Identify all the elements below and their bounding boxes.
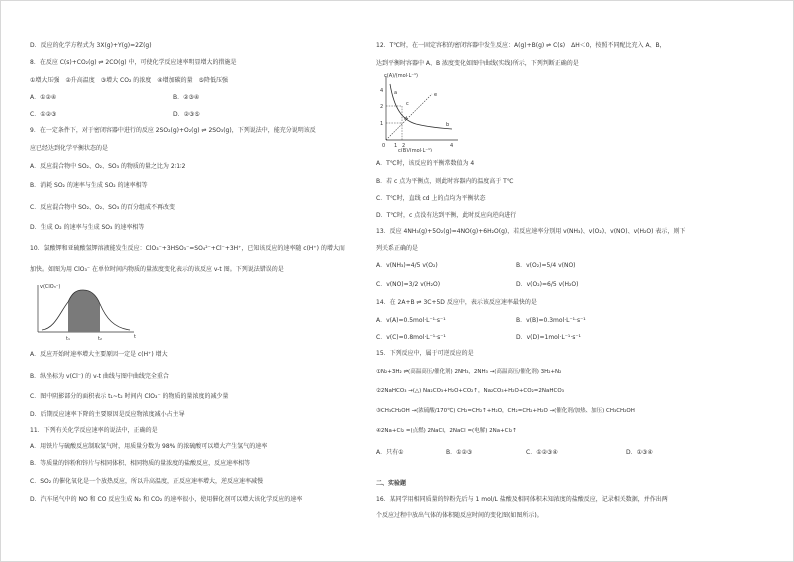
q9-stem-cont: 应已经达到化学平衡状态的是 [30, 145, 109, 152]
q9-option-b: B．消耗 SO₂ 的速率与生成 SO₂ 的速率相等 [30, 182, 148, 189]
q13-option-a: A．v(NH₃)=4/5 v(O₂) [376, 262, 438, 269]
q15-reaction-1: ①N₂+3H₂ ⇌(高温高压/催化剂) 2NH₃，2NH₃ →(高温高压/催化剂) 3H₂+N₂ [376, 369, 562, 375]
q10-option-c: C．图中阴影部分的面积表示 t₁~t₂ 时间内 ClO₃⁻ 的物质的量浓度的减少量 [30, 393, 229, 400]
q15-reaction-3: ③CH₃CH₂OH →(浓硫酸/170℃) CH₂=CH₂↑+H₂O，CH₂=CH₂+H₂O →(催化剂/加热、加压) CH₃CH₂OH [376, 408, 635, 414]
q11-option-a: A．用铁片与硫酸反应制取氢气时，用质量分数为 98% 的浓硫酸可以增大产生氢气的速率 [30, 443, 268, 450]
ca-tick-4: 4 [380, 88, 384, 94]
cb-tick-2: 2 [402, 143, 406, 149]
q11-option-d: D．汽车尾气中的 NO 和 CO 反应生成 N₂ 和 CO₂ 的速率很小，使用催化剂可以增大该化学反应的速率 [30, 496, 303, 503]
q15-stem: 15．下列反应中，属于可逆反应的是 [376, 350, 474, 357]
point-e-label: e [434, 92, 438, 98]
ca-axis-label: c(A)/(mol·L⁻¹) [384, 73, 418, 79]
q12-stem-cont: 达到平衡时容器中 A、B 浓度变化如图中曲线(实线)所示，下列判断正确的是 [376, 60, 579, 67]
q13-stem: 13．反应 4NH₃(g)+5O₂(g)=4NO(g)+6H₂O(g)，若反应速率分别用 v(NH₃)、v(O₂)、v(NO)、v(H₂O) 表示，则下 [376, 228, 686, 235]
point-c-label: c [406, 101, 409, 107]
q15-reaction-4: ④2Na+Cl₂ =(点燃) 2NaCl，2NaCl =(电解) 2Na+Cl₂↑ [376, 428, 517, 434]
q10-option-b: B．纵坐标为 v(Cl⁻) 的 v-t 曲线与图中曲线完全重合 [30, 373, 169, 380]
q10-stem: 10．氯酸钾和亚硫酸氢钾溶液能发生反应：ClO₃⁻+3HSO₃⁻=SO₄²⁻+Cl⁻+3H⁺，已知该反应的速率随 c(H⁺) 的增大而 [30, 245, 345, 252]
q13-option-d: D．v(O₂)=6/5 v(H₂O) [516, 281, 579, 288]
cb-tick-1: 1 [394, 143, 398, 149]
equilibrium-curve [390, 84, 452, 129]
q14-option-c: C．v(C)=0.8mol·L⁻¹·s⁻¹ [376, 334, 446, 341]
q15-option-d: D．①③④ [626, 449, 653, 456]
q8-measures: ①增大压强 ②升高温度 ③增大 CO₂ 的浓度 ④增加碳的量 ⑤降低压强 [30, 77, 229, 84]
q12-option-c: C．T℃时，直线 cd 上的点均为平衡状态 [376, 195, 486, 202]
q14-stem: 14．在 2A+B ⇌ 3C+5D 反应中，表示该反应速率最快的是 [376, 299, 537, 306]
q8-option-b: B．②③④ [173, 94, 200, 101]
q12-option-b: B．若 c 点为平衡点，则此时容器内的温度高于 T℃ [376, 178, 514, 185]
q13-option-b: B．v(O₂)=5/4 v(NO) [516, 262, 576, 269]
q11-stem: 11．下列有关化学反应速率的说法中，正确的是 [30, 427, 158, 434]
ca-tick-1: 1 [380, 121, 384, 127]
q11-option-c: C．SO₂ 的催化氧化是一个放热反应，所以升高温度，正反应速率增大，逆反应速率减慢 [30, 478, 264, 485]
q13-stem-cont: 列关系正确的是 [376, 245, 419, 252]
q10-stem-cont: 加快。如图为用 ClO₃⁻ 在单位时间内物质的量浓度变化表示的该反应 v-t 图。下列说法错误的是 [30, 266, 284, 273]
q14-option-b: B．v(B)=0.3mol·L⁻¹·s⁻¹ [516, 317, 586, 324]
q12-stem: 12．T℃时，在一固定容积的密闭容器中发生反应：A(g)+B(g) ⇌ C(s) ΔH＜0，按照不同配比充入 A、B， [376, 42, 666, 49]
v-axis-label: v(ClO₃⁻) [40, 284, 61, 290]
q8-stem: 8．在反应 C(s)+CO₂(g) ⇌ 2CO(g) 中，可使化学反应速率明显增大的措施是 [30, 59, 237, 66]
q9-option-a: A．反应混合物中 SO₂、O₂、SO₃ 的物质的量之比为 2∶1∶2 [30, 163, 186, 170]
q16-stem: 16．某同学用相同质量的锌粉先后与 1 mol/L 盐酸及相同体积未知浓度的盐酸反应，记录相关数据，并作出两 [376, 496, 668, 503]
point-a-label: a [394, 90, 398, 96]
section-experiment-title: 二、实验题 [376, 480, 407, 487]
cb-tick-4: 4 [450, 143, 454, 149]
q9-stem: 9．在一定条件下，对于密闭容器中进行的反应 2SO₂(g)+O₂(g) ⇌ 2SO₃(g)，下列说法中，能充分说明该反 [30, 127, 316, 134]
cb-axis-label: c(B)/(mol·L⁻¹) [398, 148, 433, 152]
q12-option-a: A．T℃时，该反应的平衡常数值为 4 [376, 160, 475, 167]
cb-tick-0: 0 [382, 143, 386, 149]
right-column [376, 0, 771, 562]
q13-option-c: C．v(NO)=3/2 v(H₂O) [376, 281, 441, 288]
q8-option-c: C．①②③ [30, 111, 57, 118]
q14-option-d: D．v(D)=1mol·L⁻¹·s⁻¹ [516, 334, 581, 341]
point-d-label: d [404, 116, 408, 122]
t-axis-label: t [134, 334, 136, 340]
q10-option-d: D．后期反应速率下降的主要原因是反应物浓度减小占主导 [30, 411, 185, 418]
q8-option-d: D．②③⑤ [173, 111, 200, 118]
q15-option-c: C．①②③④ [526, 449, 558, 456]
q12-concentration-figure [376, 72, 476, 152]
q11-option-b: B．等质量的锌粉和锌片与相同体积、相同物质的量浓度的盐酸反应，反应速率相等 [30, 460, 251, 467]
q16-stem-cont: 个反应过程中放出气体的体积随反应时间的变化图(如图所示)。 [376, 512, 543, 519]
q15-option-b: B．①②③ [446, 449, 473, 456]
q15-option-a: A．只有① [376, 449, 404, 456]
point-b-label: b [446, 122, 450, 128]
q10-vt-figure [30, 282, 140, 344]
left-column [30, 0, 385, 562]
line-oe [386, 94, 432, 140]
q12-option-d: D．T℃时，c 点没有达到平衡，此时反应向逆向进行 [376, 212, 517, 219]
q15-reaction-2: ②2NaHCO₃ →(△) Na₂CO₃+H₂O+CO₂↑，Na₂CO₃+H₂O+CO₂=2NaHCO₃ [376, 388, 564, 394]
q8-option-a: A．①②④ [30, 94, 57, 101]
q9-option-c: C．反应混合物中 SO₂、O₂、SO₃ 的百分组成不再改变 [30, 204, 176, 211]
rate-curve-rise [42, 302, 68, 330]
q14-option-a: A．v(A)=0.5mol·L⁻¹·s⁻¹ [376, 317, 446, 324]
q9-option-d: D．生成 O₂ 的速率与生成 SO₃ 的速率相等 [30, 224, 145, 231]
t1-label: t₁ [66, 336, 70, 342]
t2-label: t₂ [98, 336, 102, 342]
q7-option-d: D．反应的化学方程式为 3X(g)+Y(g)=2Z(g) [30, 42, 152, 49]
ca-tick-2: 2 [380, 104, 384, 110]
q10-option-a: A．反应开始时速率增大主要原因一定是 c(H⁺) 增大 [30, 351, 168, 358]
